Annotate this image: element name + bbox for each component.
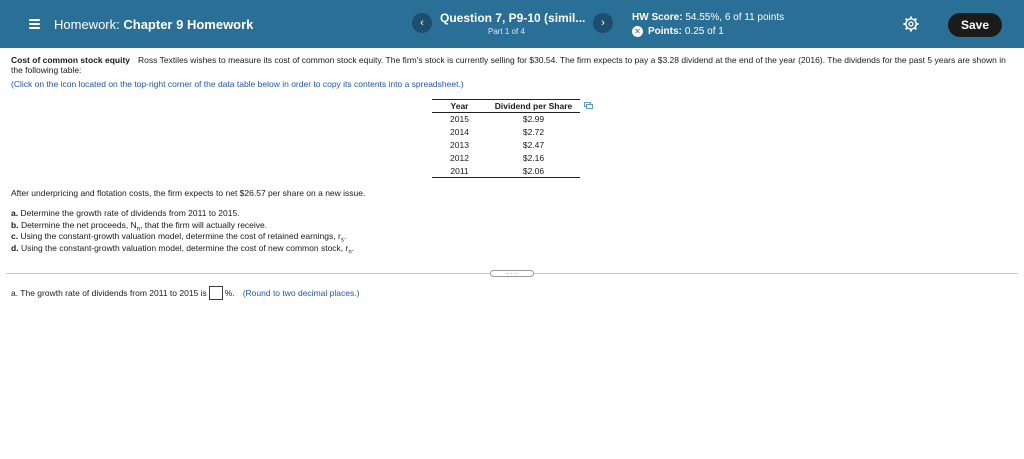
question-letter: a. (11, 208, 19, 218)
period: . (351, 242, 355, 253)
question-a (11, 208, 354, 220)
dividend-cell: $2.47 (522, 140, 545, 150)
gear-icon[interactable] (903, 16, 919, 32)
question-text: Using the constant-growth valuation model, determine the cost of new common stock, r (20, 242, 349, 253)
answer-prefix: a. The growth rate of dividends from 2011 to 2015 is (11, 288, 207, 298)
partial-credit-icon: ✕ (632, 26, 643, 37)
period: . (343, 231, 347, 241)
homework-name: Chapter 9 Homework (123, 17, 254, 32)
copy-table-icon[interactable] (584, 102, 593, 109)
score-value: 54.55%, 6 of 11 points (685, 12, 785, 23)
previous-question-button[interactable]: ‹ (412, 13, 432, 33)
after-issue-text: After underpricing and flotation costs, the firm expects to net $26.57 per share on a new issue. (11, 188, 366, 198)
question-text: , that the firm will actually receive. (140, 219, 268, 230)
growth-rate-input[interactable] (209, 286, 223, 300)
dividend-cell: $2.16 (522, 153, 545, 163)
score-label: HW Score: (632, 12, 683, 23)
year-cell: 2015 (450, 114, 469, 125)
column-header-year: Year (432, 100, 487, 113)
dividend-table (432, 99, 580, 178)
question-text: Determine the net proceeds, N (20, 219, 137, 230)
problem-text: Ross Textiles wishes to measure its cost of common stock equity. The firm's stock is currently selling for $30.54. The firm expects to pay a $3.28 dividend at the end of the year (2016). The dividends for the past 5 years are shown in the following table: (11, 55, 1006, 75)
year-cell: 2014 (450, 127, 469, 137)
table-row (432, 126, 580, 139)
question-text: Determine the growth rate of dividends from 2011 to 2015. (20, 208, 240, 218)
question-list (11, 208, 354, 254)
hw-score (632, 12, 784, 23)
question-part: Part 1 of 4 (488, 27, 525, 36)
table-row (432, 113, 580, 126)
rounding-hint: (Round to two decimal places.) (242, 288, 360, 298)
answer-suffix: %. (224, 288, 235, 298)
year-cell: 2012 (450, 153, 469, 163)
dividend-cell: $2.72 (522, 127, 545, 137)
question-d (11, 243, 354, 255)
copy-instructions: (Click on the icon located on the top-right corner of the data table below in order to copy its contents into a spreadsheet.) (11, 79, 464, 89)
question-letter: b. (11, 219, 19, 230)
answer-row (11, 286, 359, 300)
question-c (11, 231, 354, 243)
table-row (432, 152, 580, 165)
points-value: 0.25 of 1 (684, 26, 724, 37)
points-label: Points: (648, 26, 682, 37)
resize-handle[interactable]: ..... (490, 270, 534, 277)
dividend-cell: $2.06 (487, 165, 580, 178)
subscript: n (136, 226, 141, 233)
subscript: s (340, 237, 344, 244)
next-question-button[interactable]: › (593, 13, 613, 33)
table-header-row (432, 100, 580, 113)
question-b (11, 220, 354, 232)
subscript: n (348, 249, 352, 256)
year-cell: 2011 (432, 165, 487, 178)
homework-title (54, 17, 253, 32)
save-button[interactable]: Save (948, 13, 1002, 37)
dividend-cell: $2.99 (522, 114, 545, 125)
question-letter: c. (11, 231, 19, 241)
table-row (432, 139, 580, 152)
question-text: Using the constant-growth valuation model, determine the cost of retained earnings, r (20, 231, 341, 241)
points (632, 26, 724, 37)
top-bar (0, 0, 1024, 48)
problem-statement (11, 55, 1011, 75)
homework-label: Homework: (54, 17, 120, 32)
column-header-dividend: Dividend per Share (487, 100, 580, 113)
problem-title: Cost of common stock equity (11, 55, 131, 65)
hamburger-menu-icon[interactable] (29, 19, 40, 29)
year-cell: 2013 (450, 140, 469, 150)
question-letter: d. (11, 242, 19, 253)
question-title[interactable]: Question 7, P9-10 (simil... (440, 11, 586, 25)
table-row (432, 165, 580, 178)
